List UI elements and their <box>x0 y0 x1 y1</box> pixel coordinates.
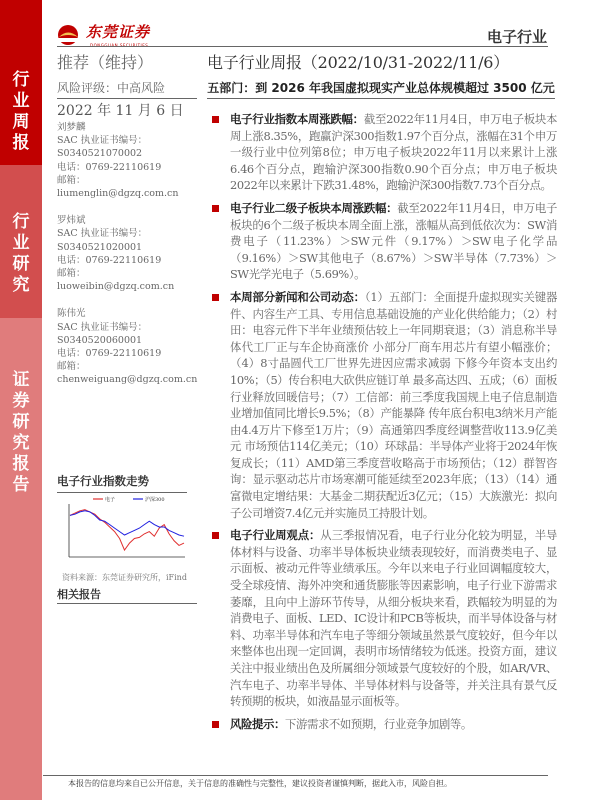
bullet-square-icon <box>212 294 219 301</box>
bullet-text: 截至2022年11月4日，申万电子板块本周上涨8.35%，跑赢沪深300指数1.97个百分点，涨幅在31个申万一级行业中位列第8位；申万电子板块2022年11月以来累计上涨6.46个百分点，跑输沪深300指数0.90个百分点；申万电子板块2022年以来累计下跌31.48%，跑输沪深300指数7.73个百分点。 <box>230 112 558 193</box>
risk-rating: 风险评级：中高风险 <box>57 81 166 95</box>
bullet-text: （1）五部门：全面提升虚拟现实关键器件、内容生产工具、专用信息基础设施的产业化供给能力；（2）村田：电容元件下半年业绩预估较上一年同期衰退；（3）消息称半导体代工厂正与车企协商涨价 小部分厂商车用芯片有望小幅涨价；（4）8寸晶圆代工厂世界先进因应需求减弱 下修今年资本支出约10%；（5）传台积电大砍供应链订单 最多高达四、五成；（6）面板行业释放回暖信号；（7）工信部：前三季度我国规上电子信息制造业增加值同比增长9.5%；（8）产能暴降 传年底台积电3纳米月产能由4.4万片下修至1万片；（9）高通第四季度经调整营收113.9亿美元 市场预估114亿美元；（10）环球晶：半导体产业将于2024年恢复成长；（11）AMD第三季度营收略高于市场预估；（12）群智咨询：显示驱动芯片市场寒潮可能延续至2023年底；（13）（14）通富微电定增结果：大基金二期获配近3亿元；（15）大族激光：拟向子公司增资7.4亿元并实施员工持股计划。 <box>230 289 558 520</box>
author-sac: S0340520060001 <box>57 334 143 346</box>
author-name: 刘梦麟 <box>57 122 86 133</box>
sidebar-label: 证券研究报告 <box>12 370 30 495</box>
bullet-square-icon <box>212 532 219 539</box>
summary-bullets <box>210 111 557 738</box>
author-email-label: 邮箱： <box>57 361 86 373</box>
author-sac-label: SAC 执业证书编号： <box>57 321 148 333</box>
author-name: 罗炜斌 <box>57 215 86 227</box>
author-sac: S0340521020001 <box>57 241 143 253</box>
logo-text: 东莞证券 <box>86 23 151 41</box>
bullet-text: 截至2022年11月4日，申万电子板块的6个二级子板块本周全面上涨，涨幅从高到低依次为：SW消费电子（11.23%）＞SW元件（9.17%）＞SW电子化学品（9.16%）＞SW其他电子（8.67%）＞SW半导体（7.73%）＞SW光学光电子（5.69%）。 <box>230 200 557 282</box>
chart-title: 电子行业指数走势 <box>57 473 187 493</box>
series-line-0 <box>70 510 184 550</box>
author-card <box>57 121 207 200</box>
bullet-square-icon <box>212 205 219 212</box>
bullet-risk <box>210 716 557 733</box>
author-phone: 电话：0769-22110619 <box>57 161 162 173</box>
logo-emblem-icon <box>56 24 82 46</box>
footer-divider <box>43 775 548 776</box>
chart-source: 资料来源：东莞证券研究所，iFind <box>62 573 187 582</box>
bullet-weekly-view <box>210 527 557 710</box>
author-email[interactable]: liumenglin@dgzq.com.cn <box>57 188 179 200</box>
bullet-heading: 电子行业二级子板块本周涨跌幅： <box>230 200 398 215</box>
author-email[interactable]: chenweiguang@dgzq.com.cn <box>57 374 198 386</box>
bullet-text: 下游需求不如预期，行业竞争加剧等。 <box>284 716 472 731</box>
bullet-text: 从三季报情况看，电子行业分化较为明显，半导体材料与设备、功率半导体板块业绩表现较好，而消费类电子、显示面板、被动元件等业绩承压。今年以来电子行业回调幅度较大，受全球疫情、海外冲突和通货膨胀等因素影响，电子行业下游需求萎靡，且向中上游环节传导，从细分板块来看，跌幅较为明显的为消费电子、面板、LED、IC设计和PCB等板块，而半导体设备与材料、功率半导体和汽车电子等细分领域虽然景气度较好，但今年以来整体也出现一定回调，表明市场情绪较为低迷。投资方面，建议关注中报业绩出色及所属细分领域景气度较好的个股，如AR/VR、汽车电子、功率半导体、半导体材料与设备等，并关注具有景气反转预期的板块，如液晶显示面板等。 <box>230 528 557 709</box>
author-phone: 电话：0769-22110619 <box>57 254 162 266</box>
author-sac-label: SAC 执业证书编号： <box>57 135 148 147</box>
chart-legend <box>93 496 165 503</box>
author-list <box>57 121 207 401</box>
bullet-square-icon <box>212 116 219 123</box>
author-card <box>57 307 207 386</box>
header-divider <box>57 46 548 47</box>
sidebar-tab-report <box>0 318 42 800</box>
bullet-square-icon <box>212 721 219 728</box>
related-reports-heading: 相关报告 <box>57 586 197 604</box>
footer-disclaimer: 本报告的信息均来自已公开信息，关于信息的准确性与完整性，建议投资者谨慎判断，据此入市，风险自担。 <box>68 779 452 788</box>
sidebar-tab-weekly <box>0 0 42 165</box>
author-name: 陈伟光 <box>57 308 86 320</box>
author-phone: 电话：0769-22110619 <box>57 348 162 360</box>
industry-label: 电子行业 <box>486 28 547 46</box>
author-email[interactable]: luoweibin@dgzq.com.cn <box>57 281 175 293</box>
report-subtitle: 五部门：到 2026 年我国虚拟现实产业总体规模超过 3500 亿元 <box>207 81 555 95</box>
legend-label: 电子 <box>105 497 116 503</box>
bullet-subsector-performance <box>210 200 557 283</box>
author-sac: S0340521070002 <box>57 148 143 160</box>
author-card <box>57 214 207 293</box>
subtitle-divider <box>207 98 555 99</box>
author-email-label: 邮箱： <box>57 268 86 280</box>
bullet-heading: 电子行业周观点： <box>230 528 321 543</box>
bullet-heading: 风险提示： <box>230 716 285 731</box>
sidebar-label: 行业研究 <box>12 212 30 295</box>
bullet-heading: 本周部分新闻和公司动态： <box>230 289 365 304</box>
left-divider <box>57 98 197 99</box>
sidebar-tab-research <box>0 165 42 318</box>
bullet-heading: 电子行业指数本周涨跌幅： <box>230 112 364 126</box>
report-title: 电子行业周报（2022/10/31-2022/11/6） <box>207 53 510 72</box>
bullet-index-performance <box>210 111 557 194</box>
author-email-label: 邮箱： <box>57 174 86 186</box>
legend-label: 沪深300 <box>145 497 165 503</box>
author-sac-label: SAC 执业证书编号： <box>57 228 148 240</box>
recommendation-rating: 推荐（维持） <box>57 53 154 72</box>
series-line-1 <box>70 511 184 536</box>
bullet-news <box>210 289 557 521</box>
sidebar-label: 行业周报 <box>12 70 30 153</box>
index-trend-chart <box>57 495 187 570</box>
report-date: 2022 年 11 月 6 日 <box>57 103 184 119</box>
